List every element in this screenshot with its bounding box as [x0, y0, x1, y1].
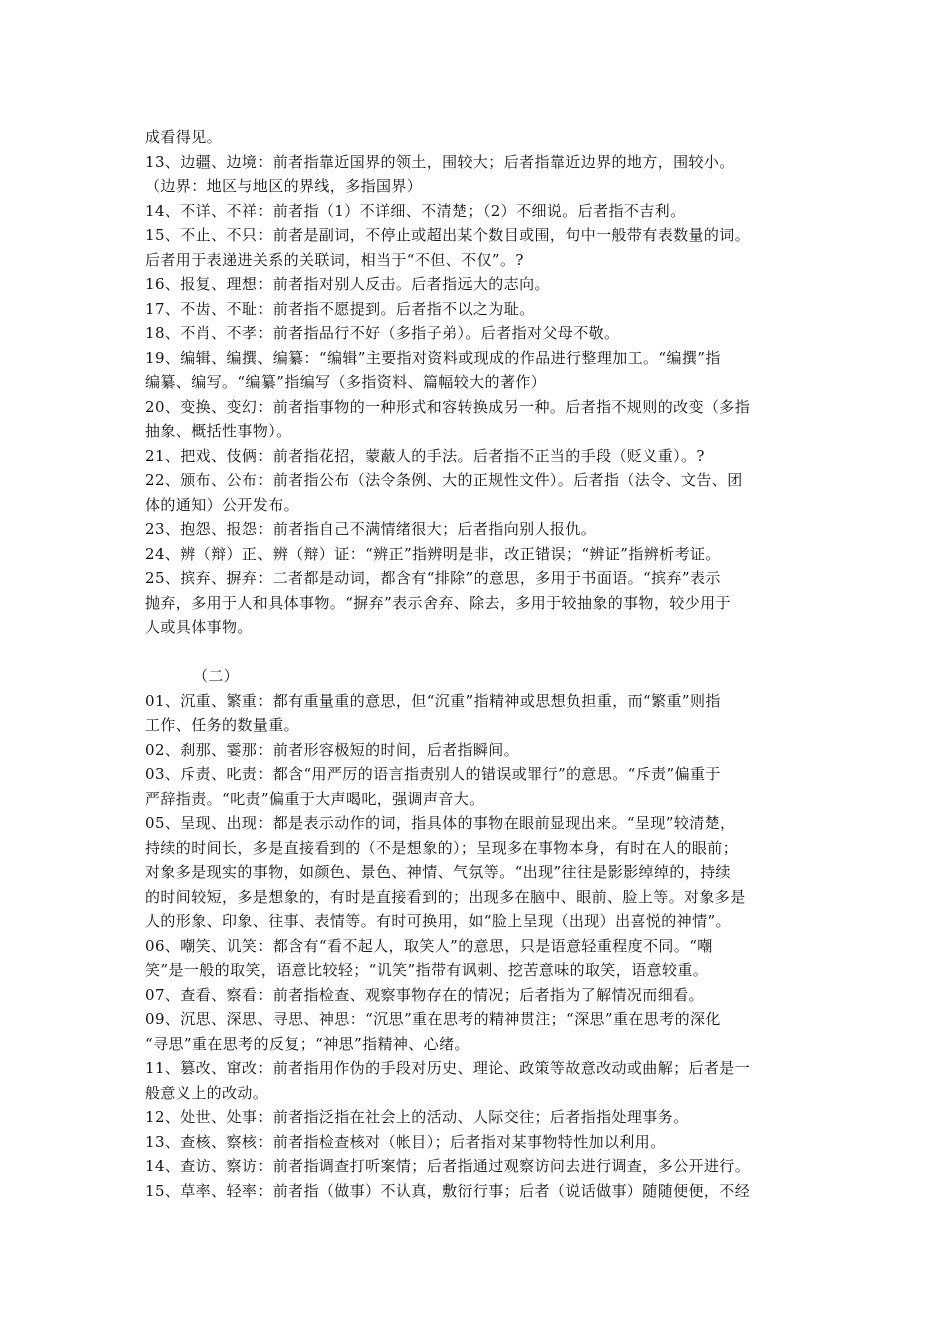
- text-line: 21、把戏、伎俩：前者指花招，蒙蔽人的手法。后者指不正当的手段（贬义重）。?: [145, 446, 705, 465]
- text-line: “寻思”重在思考的反复；“神思”指精神、心绪。: [145, 1034, 470, 1053]
- text-line: 19、编辑、编撰、编纂：“编辑”主要指对资料或现成的作品进行整理加工。“编撰”指: [145, 348, 721, 367]
- section-heading: （二）: [193, 667, 240, 685]
- text-block-part2: [145, 689, 807, 1204]
- text-line: 22、颁布、公布：前者指公布（法令条例、大的正规性文件）。后者指（法令、文告、团: [145, 471, 743, 489]
- text-line: 12、处世、处事：前者指泛指在社会上的活动、人际交往；后者指指处理事务。: [145, 1108, 689, 1126]
- text-line: 编纂、编写。“编纂”指编写（多指资料、篇幅较大的著作）: [145, 373, 547, 391]
- text-line: 工作、任务的数量重。: [145, 716, 300, 734]
- text-line: 笑”是一般的取笑，语意比较轻；“讥笑”指带有讽刺、挖苦意味的取笑，语意较重。: [145, 961, 709, 979]
- text-line: 般意义上的改动。: [145, 1083, 269, 1102]
- text-line: 18、不肖、不孝：前者指品行不好（多指子弟）。后者指对父母不敬。: [145, 324, 620, 342]
- text-line: 的时间较短，多是想象的，有时是直接看到的；出现多在脑中、眼前、脸上等。对象多是: [145, 887, 746, 906]
- text-block-part1: [145, 125, 807, 640]
- text-line: 23、抱怨、报怨：前者指自己不满情绪很大；后者指向别人报仇。: [145, 520, 597, 538]
- text-line: 24、辨（辩）正、辨（辩）证：“辨正”指辨明是非，改正错误；“辨证”指辨析考证。: [145, 544, 721, 563]
- text-line: （边界：地区与地区的界线，多指国界）: [145, 177, 423, 195]
- text-line: 07、查看、察看：前者指检查、观察事物存在的情况；后者指为了解情况而细看。: [145, 985, 704, 1004]
- text-line: 成看得见。: [145, 128, 223, 146]
- text-line: 25、摈弃、摒弃：二者都是动词，都含有“排除”的意思，多用于书面语。“摈弃”表示: [145, 569, 721, 587]
- text-line: 13、边疆、边境：前者指靠近国界的领土，围较大；后者指靠近边界的地方，围较小。: [145, 152, 735, 171]
- text-line: 05、呈现、出现：都是表示动作的词，指具体的事物在眼前显现出来。“呈现”较清楚，: [145, 814, 736, 832]
- text-line: 15、草率、轻率：前者指（做事）不认真，敷衍行事；后者（说话做事）随随便便，不经: [145, 1181, 751, 1200]
- text-line: 13、查核、察核：前者指检查核对（帐目）；后者指对某事物特性加以利用。: [145, 1132, 666, 1151]
- text-line: 01、沉重、繁重：都有重量重的意思，但“沉重”指精神或思想负担重，而“繁重”则指: [145, 691, 721, 710]
- text-line: 20、变换、变幻：前者指事物的一种形式和容转换成另一种。后者指不规则的改变（多指: [145, 397, 751, 416]
- text-line: 16、报复、理想：前者指对别人反击。后者指远大的志向。: [145, 275, 550, 293]
- text-line: 人或具体事物。: [145, 618, 253, 636]
- text-line: 严辞指责。“叱责”偏重于大声喝叱，强调声音大。: [145, 789, 485, 808]
- text-line: 对象多是现实的事物，如颜色、景色、神情、气氛等。“出现”往往是影影绰绰的，持续: [145, 863, 731, 881]
- text-line: 02、刹那、霎那：前者形容极短的时间，后者指瞬间。: [145, 740, 520, 759]
- text-line: 06、嘲笑、讥笑：都含有“看不起人，取笑人”的意思，只是语意轻重程度不同。“嘲: [145, 936, 713, 955]
- text-line: 14、不详、不祥：前者指（1）不详细、不清楚；（2）不细说。后者指不吉利。: [145, 201, 686, 220]
- text-line: 14、查访、察访：前者指调查打听案情；后者指通过观察访问去进行调查，多公开进行。: [145, 1157, 751, 1175]
- text-line: 抽象、概括性事物）。: [145, 422, 292, 440]
- text-line: 人的形象、印象、往事、表情等。有时可换用，如“脸上呈现（出现）出喜悦的神情”。: [145, 912, 731, 930]
- text-line: 03、斥责、叱责：都含“用严厉的语言指责别人的错误或罪行”的意思。“斥责”偏重于: [145, 765, 721, 783]
- text-line: 09、沉思、深思、寻思、神思：“沉思”重在思考的精神贯注；“深思”重在思考的深化: [145, 1010, 721, 1028]
- text-line: 15、不止、不只：前者是副词，不停止或超出某个数目或围，句中一般带有表数量的词。: [145, 226, 751, 244]
- text-line: 11、篡改、窜改：前者指用作伪的手段对历史、理论、政策等故意改动或曲解；后者是一: [145, 1059, 751, 1077]
- text-line: 后者用于表递进关系的关联词，相当于“不但、不仅”。?: [145, 250, 524, 269]
- blank-line: [145, 640, 807, 665]
- text-line: 体的通知）公开发布。: [145, 495, 300, 514]
- document-page: [145, 125, 807, 1203]
- text-line: 17、不齿、不耻：前者指不愿提到。后者指不以之为耻。: [145, 299, 535, 318]
- text-line: 持续的时间长，多是直接看到的（不是想象的）；呈现多在事物本身，有时在人的眼前；: [145, 838, 739, 857]
- text-line: 抛弃，多用于人和具体事物。“摒弃”表示舍弃、除去，多用于较抽象的事物，较少用于: [145, 593, 731, 612]
